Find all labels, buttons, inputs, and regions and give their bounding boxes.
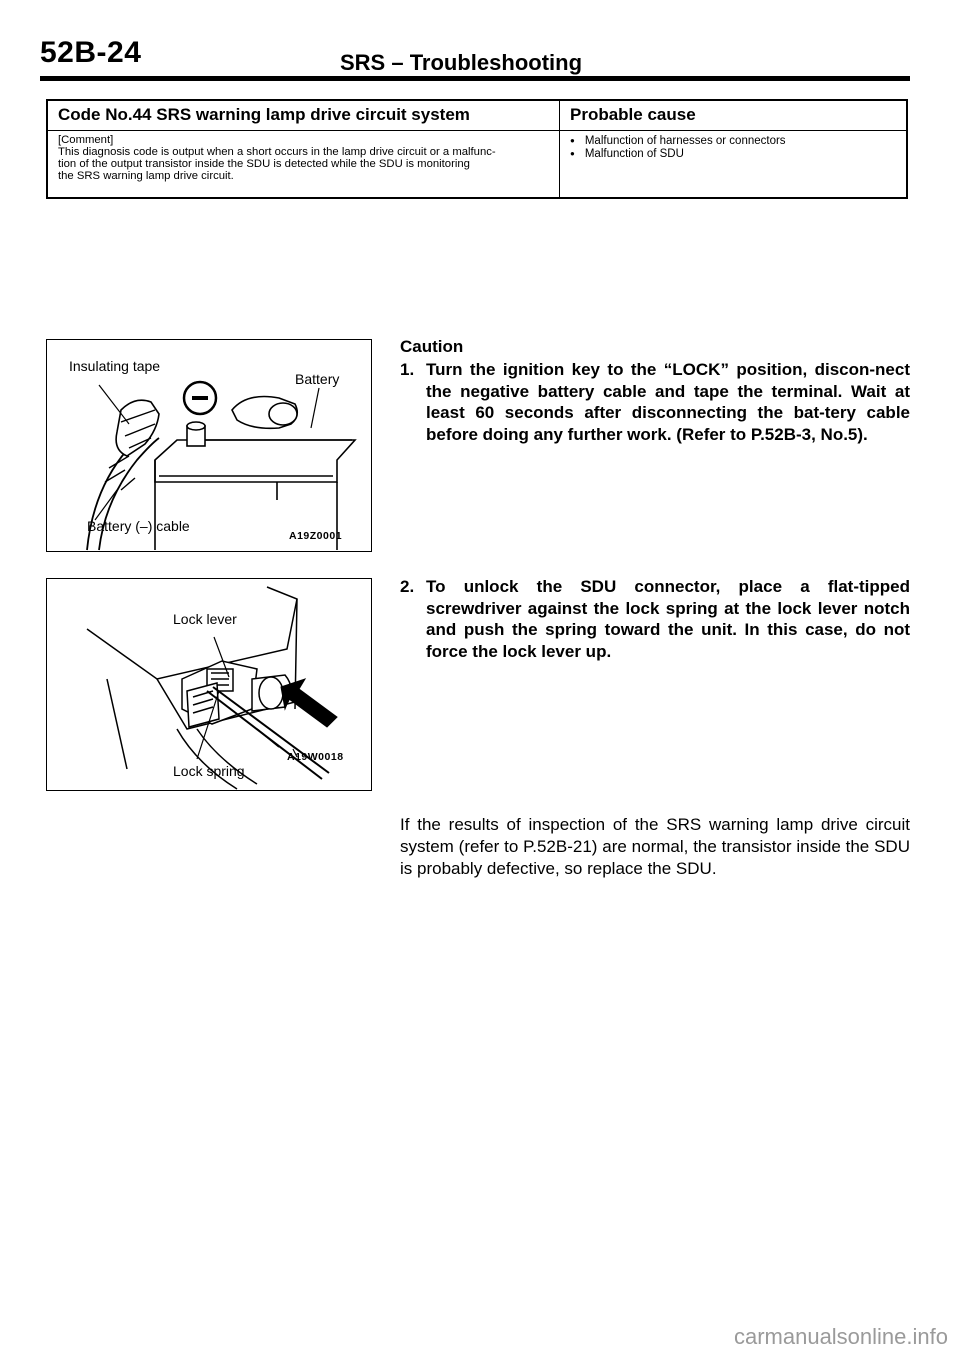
caution-step-2 — [400, 576, 910, 662]
step-text: To unlock the SDU connector, place a flat-tipped screwdriver against the lock spring at the lock lever notch and push the spring toward the unit. In this case, do not force the lock lever up. — [426, 577, 910, 661]
connector-figure — [46, 578, 372, 791]
code-column — [48, 101, 560, 197]
header-rule — [40, 76, 910, 81]
figure-code: A19Z0001 — [289, 530, 343, 542]
step-text: Turn the ignition key to the “LOCK” position, discon-nect the negative battery cable and tape the terminal. Wait at least 60 seconds after disconnecting the bat-tery cable before doing any further work. (Refer to P.52B-3, No.5). — [426, 360, 910, 444]
figure-code: A19W0018 — [287, 751, 344, 763]
label-lock-spring: Lock spring — [173, 763, 245, 779]
label-lock-lever: Lock lever — [173, 611, 237, 627]
cause-column — [560, 101, 906, 197]
cause-list — [560, 131, 906, 161]
conclusion-text: If the results of inspection of the SRS warning lamp drive circuit system (refer to P.52B-21) are normal, the transistor inside the SDU is probably defective, so replace the SDU. — [400, 815, 910, 878]
page-number: 52B-24 — [40, 36, 142, 69]
label-battery-cable: Battery (–) cable — [87, 518, 190, 534]
label-battery: Battery — [295, 371, 340, 387]
label-insulating-tape: Insulating tape — [69, 358, 161, 374]
cause-item: ● Malfunction of harnesses or connectors — [570, 135, 906, 148]
caution-title: Caution — [400, 337, 464, 356]
cause-item: ● Malfunction of SDU — [570, 148, 906, 161]
caution-step-1 — [400, 359, 910, 445]
step-number: 2. — [400, 577, 415, 596]
comment-text: [Comment] This diagnosis code is output when a short occurs in the lamp drive circuit or a malfunc- tion of the output transistor inside the SDU is detected while the SDU is monitoring the SRS warning lamp drive circuit. — [58, 134, 496, 182]
step-number: 1. — [400, 360, 415, 379]
code-heading: Code No.44 SRS warning lamp drive circuit system — [48, 101, 559, 131]
watermark: carmanualsonline.info — [733, 1324, 948, 1349]
page-title: SRS – Troubleshooting — [340, 50, 583, 75]
battery-figure — [46, 339, 372, 552]
cause-heading: Probable cause — [560, 101, 906, 131]
code-table — [46, 99, 908, 199]
